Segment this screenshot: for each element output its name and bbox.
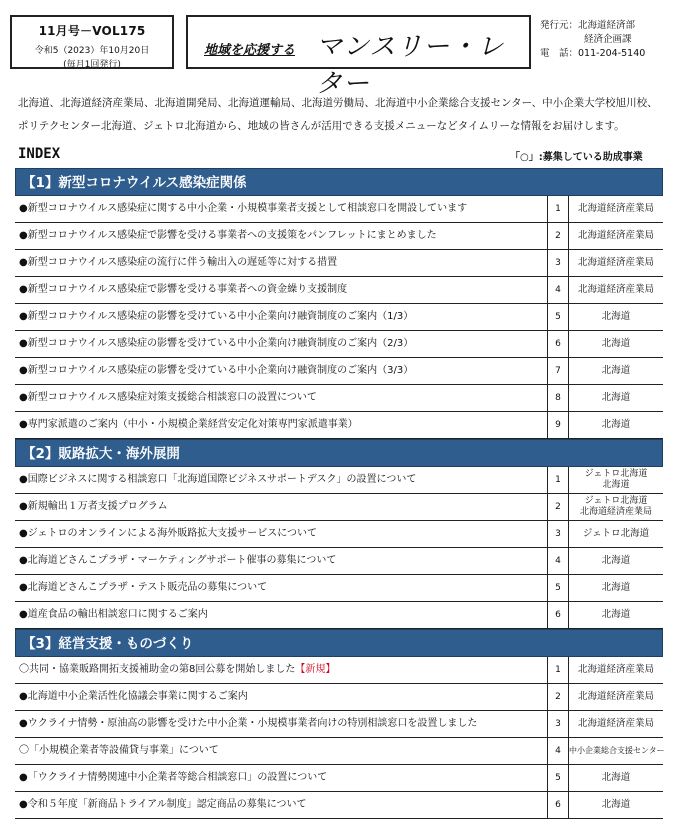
title-subtitle: 地域を応援する: [204, 43, 296, 58]
index-row-org: [569, 331, 663, 357]
index-row-org-primary: 北海道: [601, 609, 631, 620]
index-row-title[interactable]: [15, 765, 547, 791]
index-row-org: [569, 548, 663, 574]
index-row[interactable]: [15, 467, 663, 494]
index-row-org-primary: 北海道: [601, 582, 631, 593]
index-row-org-secondary: 北海道経済産業局: [579, 507, 652, 517]
index-row-title-text: ●新規輸出１万者支援プログラム: [19, 501, 168, 512]
index-row-org-primary: 北海道: [601, 799, 631, 810]
index-row-org-primary: 北海道: [601, 555, 631, 566]
index-row-org-primary: 北海道経済産業局: [577, 230, 654, 241]
index-row-org: [569, 602, 663, 628]
index-row-org-primary: 北海道: [601, 365, 631, 376]
index-row-page: 6: [547, 792, 569, 818]
index-row-title-text: ●新型コロナウイルス感染症の影響を受けている中小企業向け融資制度のご案内（1/3）: [19, 311, 414, 322]
index-row[interactable]: [15, 277, 663, 304]
new-badge: 【新規】: [295, 664, 336, 675]
index-row[interactable]: [15, 684, 663, 711]
index-row[interactable]: [15, 385, 663, 412]
index-row-title-text: ●道産食品の輸出相談窓口に関するご案内: [19, 609, 208, 620]
index-row-org-primary: 北海道経済産業局: [577, 691, 654, 702]
index-row-title[interactable]: [15, 792, 547, 818]
index-row-page: 2: [547, 684, 569, 710]
index-row-title-text: ●ジェトロのオンラインによる海外販路拡大支援サービスについて: [19, 528, 318, 539]
index-row-org: [569, 196, 663, 222]
index-row-title-text: ●国際ビジネスに関する相談窓口「北海道国際ビジネスサポートデスク」の設置について: [19, 474, 417, 485]
index-row-org-primary: 北海道経済産業局: [577, 664, 654, 675]
index-row-org: [569, 711, 663, 737]
index-row-title-text: ●新型コロナウイルス感染症で影響を受ける事業者への資金繰り支援制度: [19, 284, 348, 295]
index-row[interactable]: [15, 331, 663, 358]
index-row-title[interactable]: [15, 548, 547, 574]
index-row[interactable]: [15, 548, 663, 575]
index-row-title[interactable]: [15, 250, 547, 276]
index-row-page: 5: [547, 304, 569, 330]
index-row-page: 2: [547, 494, 569, 520]
section-header: 【1】新型コロナウイルス感染症関係: [15, 168, 663, 196]
index-row-title-text: ●「ウクライナ情勢関連中小企業者等総合相談窓口」の設置について: [19, 772, 328, 783]
title-box: [186, 15, 531, 99]
index-row-title-text: ●北海道どさんこプラザ・マーケティングサポート催事の募集について: [19, 555, 337, 566]
index-row[interactable]: [15, 711, 663, 738]
index-row-org-primary: 北海道: [601, 772, 631, 783]
index-row[interactable]: [15, 304, 663, 331]
publisher-info: [540, 19, 645, 61]
index-row-title-text: ●新型コロナウイルス感染症で影響を受ける事業者への支援策をパンフレットにまとめました: [19, 230, 437, 241]
index-row-title[interactable]: [15, 521, 547, 547]
index-row-org-primary: ジェトロ北海道: [584, 469, 648, 479]
index-row[interactable]: [15, 358, 663, 385]
index-row-page: 5: [547, 765, 569, 791]
index-row-org: [569, 684, 663, 710]
index-row-title[interactable]: [15, 684, 547, 710]
index-row-org-primary: 北海道: [601, 338, 631, 349]
index-table: [15, 168, 663, 819]
index-row-org-primary: 北海道経済産業局: [577, 257, 654, 268]
index-row-title-text: ●専門家派遣のご案内（中小・小規模企業経営安定化対策専門家派遣事業）: [19, 419, 358, 430]
index-row-page: 1: [547, 657, 569, 683]
index-row[interactable]: [15, 223, 663, 250]
index-row-org-primary: 中小企業総合支援センター: [569, 746, 665, 755]
index-row-title[interactable]: [15, 602, 547, 628]
publisher-name: 北海道経済部: [578, 20, 636, 31]
masthead: [10, 15, 668, 99]
publisher-label: 発行元：: [540, 20, 579, 31]
index-row-title[interactable]: [15, 358, 547, 384]
index-row-org-primary: 北海道経済産業局: [577, 203, 654, 214]
index-row-title[interactable]: [15, 657, 547, 683]
index-row-page: 1: [547, 196, 569, 222]
index-row-org: [569, 765, 663, 791]
index-row-org: [569, 385, 663, 411]
index-row-page: 4: [547, 277, 569, 303]
index-row[interactable]: [15, 602, 663, 629]
index-row-title[interactable]: [15, 196, 547, 222]
index-row-org: [569, 250, 663, 276]
index-row-title[interactable]: [15, 467, 547, 493]
index-row-title[interactable]: [15, 575, 547, 601]
index-row-title[interactable]: [15, 738, 547, 764]
index-row-title[interactable]: [15, 385, 547, 411]
index-row-title[interactable]: [15, 331, 547, 357]
index-row-title[interactable]: [15, 277, 547, 303]
index-row-page: 4: [547, 738, 569, 764]
index-heading: INDEX: [18, 146, 61, 162]
index-row-title-text: 〇共同・協業販路開拓支援補助金の第8回公募を開始しました: [19, 664, 296, 675]
index-row[interactable]: [15, 196, 663, 223]
index-row-page: 4: [547, 548, 569, 574]
index-row-title[interactable]: [15, 304, 547, 330]
index-row[interactable]: [15, 521, 663, 548]
index-row-title[interactable]: [15, 711, 547, 737]
legend-note: 「○」:募集している助成事業: [510, 152, 643, 163]
index-row-org-primary: 北海道: [601, 392, 631, 403]
index-row-org: [569, 358, 663, 384]
publisher-phone: 011-204-5140: [578, 48, 646, 59]
index-row[interactable]: [15, 250, 663, 277]
index-row-title-text: ●新型コロナウイルス感染症の影響を受けている中小企業向け融資制度のご案内（3/3）: [19, 365, 414, 376]
index-row-org: [569, 223, 663, 249]
index-row-page: 3: [547, 250, 569, 276]
index-row-title[interactable]: [15, 223, 547, 249]
index-row[interactable]: [15, 738, 663, 765]
index-row-org: [569, 304, 663, 330]
index-row[interactable]: [15, 412, 663, 439]
index-row-page: 5: [547, 575, 569, 601]
newsletter-title: マンスリー・レター: [316, 32, 505, 99]
phone-label: 電 話：: [540, 48, 579, 59]
index-row-title-text: ●北海道中小企業活性化協議会事業に関するご案内: [19, 691, 248, 702]
issue-box: [10, 15, 174, 69]
index-row-org-primary: ジェトロ北海道: [584, 496, 648, 506]
index-row-org-primary: ジェトロ北海道: [582, 528, 650, 539]
index-row-page: 2: [547, 223, 569, 249]
index-row-org: [569, 657, 663, 683]
index-row-org: [569, 494, 663, 520]
index-row-title-text: ●新型コロナウイルス感染症対策支援総合相談窓口の設置について: [19, 392, 317, 403]
index-row[interactable]: [15, 494, 663, 521]
index-row-title-text: ●令和５年度「新商品トライアル制度」認定商品の募集について: [19, 799, 307, 810]
index-row[interactable]: [15, 657, 663, 684]
section-header: 【2】販路拡大・海外展開: [15, 439, 663, 467]
index-row[interactable]: [15, 765, 663, 792]
index-row-title-text: ●新型コロナウイルス感染症の流行に伴う輸出入の遅延等に対する措置: [19, 257, 338, 268]
index-row-org: [569, 738, 663, 764]
index-row-page: 9: [547, 412, 569, 438]
index-row-title-text: ●北海道どさんこプラザ・テスト販売品の募集について: [19, 582, 268, 593]
index-row-org: [569, 792, 663, 818]
index-row-page: 6: [547, 331, 569, 357]
section-header: 【3】経営支援・ものづくり: [15, 629, 663, 657]
index-row-page: 8: [547, 385, 569, 411]
issue-number: 11月号－VOL175: [38, 24, 146, 38]
index-row-title-text: ●新型コロナウイルス感染症に関する中小企業・小規模事業者支援として相談窓口を開設しています: [19, 203, 468, 214]
index-row-page: 3: [547, 521, 569, 547]
index-row-org-primary: 北海道経済産業局: [577, 284, 654, 295]
issue-frequency: (毎月1回発行): [63, 60, 121, 70]
index-row-org: [569, 467, 663, 493]
index-row[interactable]: [15, 792, 663, 819]
publisher-department: 経済企画課: [584, 34, 632, 45]
index-row-org-primary: 北海道: [601, 419, 631, 430]
index-row-page: 6: [547, 602, 569, 628]
index-row-org: [569, 521, 663, 547]
index-row-title[interactable]: [15, 412, 547, 438]
index-row-title-text: ●ウクライナ情勢・原油高の影響を受けた中小企業・小規模事業者向けの特別相談窓口を設置しました: [19, 718, 478, 729]
index-row-page: 3: [547, 711, 569, 737]
index-row-org-primary: 北海道: [601, 311, 631, 322]
index-row-page: 7: [547, 358, 569, 384]
index-row-page: 1: [547, 467, 569, 493]
index-row[interactable]: [15, 575, 663, 602]
index-row-org: [569, 575, 663, 601]
index-row-org: [569, 412, 663, 438]
index-row-org-primary: 北海道経済産業局: [577, 718, 654, 729]
intro-text: 北海道、北海道経済産業局、北海道開発局、北海道運輸局、北海道労働局、北海道中小企業総合支援センター、中小企業大学校旭川校、ポリテクセンター北海道、ジェトロ北海道から、地域の皆さんが活用できる支援メニューなどタイムリーな情報をお届けします。: [18, 97, 658, 132]
index-row-title[interactable]: [15, 494, 547, 520]
index-row-org-secondary: 北海道: [602, 480, 630, 490]
index-row-title-text: ●新型コロナウイルス感染症の影響を受けている中小企業向け融資制度のご案内（2/3）: [19, 338, 414, 349]
index-row-title-text: 〇「小規模企業者等設備貸与事業」について: [19, 745, 219, 756]
issue-date: 令和5（2023）年10月20日: [34, 46, 150, 56]
index-row-org: [569, 277, 663, 303]
